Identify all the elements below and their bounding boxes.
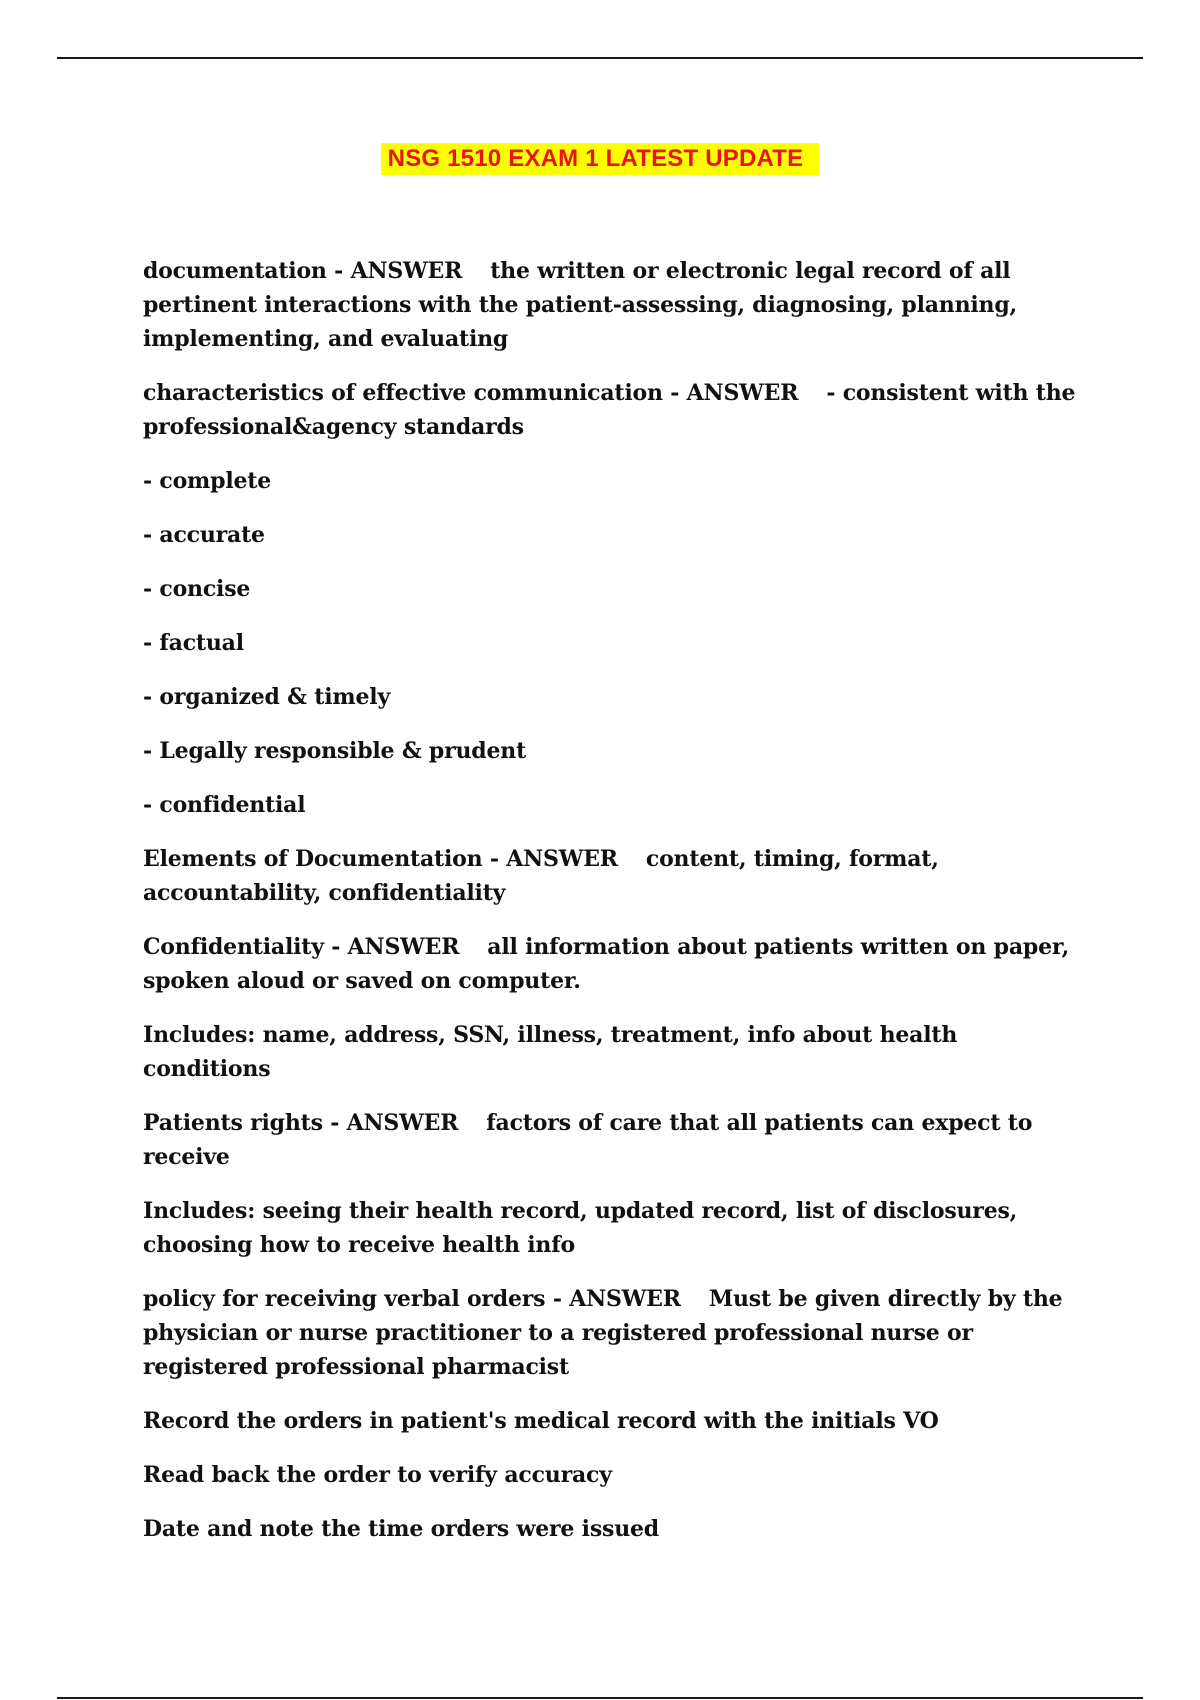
text-paragraph: Includes: name, address, SSN, illness, treatment, info about health conditions [143,1022,958,1082]
list-item: - organized & timely [143,684,391,710]
document-title: NSG 1510 EXAM 1 LATEST UPDATE [381,143,820,175]
answer-text: factors of care that all patients can expect to receive [143,1110,1033,1170]
qa-paragraph [143,930,1083,998]
answer-text: content, timing, format, accountability, confidentiality [143,846,939,906]
list-item: - factual [143,630,244,656]
answer-text: - consistent with the professional&agency standards [143,380,1076,440]
qa-paragraph [143,254,1083,356]
list-item: - complete [143,468,272,494]
text-paragraph: Date and note the time orders were issued [143,1516,659,1542]
qa-paragraph [143,1282,1083,1384]
question-term: Patients rights - ANSWER [143,1110,459,1136]
text-paragraph: Read back the order to verify accuracy [143,1462,612,1488]
list-item: - accurate [143,522,265,548]
question-term: policy for receiving verbal orders - ANSWER [143,1286,681,1312]
answer-text: Must be given directly by the physician or nurse practitioner to a registered professional nurse or registered professional pharmacist [143,1286,1063,1380]
question-term: Elements of Documentation - ANSWER [143,846,618,872]
question-term: documentation - ANSWER [143,258,463,284]
list-item: - Legally responsible & prudent [143,738,527,764]
question-term: characteristics of effective communication - ANSWER [143,380,799,406]
qa-paragraph [143,1106,1083,1174]
text-paragraph: Includes: seeing their health record, updated record, list of disclosures, choosing how to receive health info [143,1198,1018,1258]
qa-paragraph [143,842,1083,910]
document-body [143,254,1083,1566]
answer-text: all information about patients written on paper, spoken aloud or saved on computer. [143,934,1070,994]
top-divider [57,57,1143,59]
list-item: - concise [143,576,251,602]
title-container [0,143,1200,175]
text-paragraph: Record the orders in patient's medical record with the initials VO [143,1408,939,1434]
bottom-divider [57,1697,1143,1699]
list-item: - confidential [143,792,306,818]
qa-paragraph [143,376,1083,444]
question-term: Confidentiality - ANSWER [143,934,460,960]
answer-text: the written or electronic legal record of all pertinent interactions with the patient-assessing, diagnosing, planning, implementing, and evaluating [143,258,1017,352]
